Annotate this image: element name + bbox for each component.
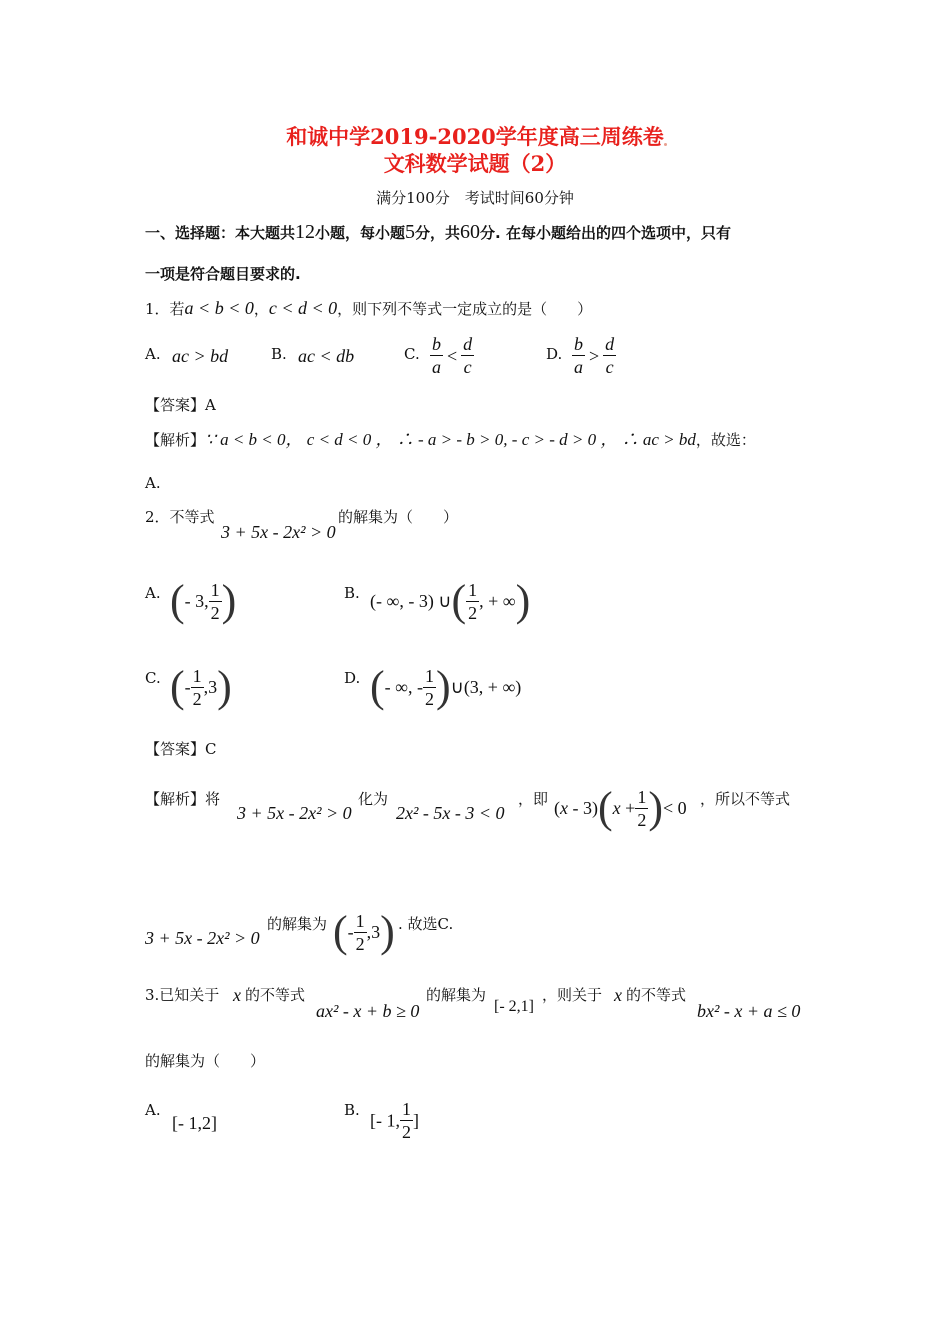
q3-option-a: [- 1,2] bbox=[172, 1113, 217, 1133]
q2-analysis-ineq: 3 + 5x - 2x² > 0 bbox=[237, 803, 352, 823]
points-total: 60 bbox=[460, 221, 481, 243]
exam-info: 满分100分 考试时间60分钟 bbox=[376, 189, 574, 207]
q2-analysis-end: . 故选C. bbox=[398, 915, 454, 933]
q1-analysis-math: ∵ a < b < 0， c < d < 0 ， ∴ - a > - b > 0, - c > - d > 0 ， ∴ ac > bd bbox=[205, 430, 696, 449]
q1-option-b-label: B. bbox=[271, 345, 287, 363]
q1-option-b: ac < db bbox=[298, 346, 355, 366]
q3-mid2: 的解集为 bbox=[426, 986, 487, 1004]
q2-option-b-label: B. bbox=[344, 584, 360, 602]
q1-option-d-label: D. bbox=[546, 345, 563, 363]
q2-option-b: (- ∞, - 3) ∪( $\frac{1}{2}$ , + ∞) bbox=[370, 576, 531, 625]
q2-analysis-ineq4: 3 + 5x - 2x² > 0 bbox=[145, 928, 260, 948]
q1-option-c: $\frac{b}{a}$ < $\frac{d}{c}$ bbox=[432, 334, 473, 377]
q3-inequality: ax² - x + b ≥ 0 bbox=[316, 1001, 420, 1021]
q3-x2: x bbox=[614, 985, 622, 1005]
section-text-d: 分. 在每小题给出的四个选项中，只有 bbox=[480, 224, 731, 242]
page-title-line2: 文科数学试题（2） bbox=[383, 151, 567, 176]
q2-answer: 【答案】C bbox=[145, 740, 217, 758]
q2-option-d: (- ∞, - $\frac{1}{2}$ )∪(3, + ∞) bbox=[370, 662, 522, 711]
points-each: 5 bbox=[405, 221, 416, 243]
q3-mid3: ，则关于 bbox=[542, 986, 603, 1004]
q1-option-a: ac > bd bbox=[172, 346, 229, 366]
q3-mid4: 的不等式 bbox=[626, 986, 687, 1004]
q3-line2: 的解集为（ ） bbox=[145, 1052, 266, 1070]
q2-prefix: 2．不等式 bbox=[145, 508, 215, 526]
question-count: 12 bbox=[295, 221, 316, 243]
q3-x: x bbox=[233, 985, 241, 1005]
q1-cond1: a < b < 0 bbox=[184, 298, 254, 318]
section-text-a: 一、选择题：本大题共 bbox=[145, 224, 296, 242]
q2-analysis-to: 化为 bbox=[358, 790, 389, 808]
q3-prefix: 3.已知关于 bbox=[145, 986, 220, 1004]
q3-option-b-label: B. bbox=[344, 1101, 360, 1119]
q1-suffix: ，则下列不等式一定成立的是（ ） bbox=[337, 300, 593, 318]
q3-option-b: [- 1, $\frac{1}{2}$ ] bbox=[370, 1099, 419, 1142]
q1-analysis-label: 【解析】 bbox=[145, 431, 206, 449]
q2-analysis-ji: ，即 bbox=[518, 790, 549, 808]
q2-inequality: 3 + 5x - 2x² > 0 bbox=[221, 522, 336, 542]
q2-option-d-label: D. bbox=[344, 669, 361, 687]
section-heading-line2: 一项是符合题目要求的. bbox=[145, 265, 301, 283]
section-heading bbox=[145, 222, 731, 242]
q2-analysis-so: ，所以不等式 bbox=[700, 790, 791, 808]
q1-answer: 【答案】A bbox=[145, 396, 216, 414]
q1-prefix: 1．若 bbox=[145, 300, 185, 318]
section-text-c: 分，共 bbox=[415, 224, 461, 242]
q3-inequality2: bx² - x + a ≤ 0 bbox=[697, 1001, 801, 1021]
q2-suffix: 的解集为（ ） bbox=[338, 508, 459, 526]
q2-analysis-sol: 的解集为 bbox=[267, 915, 328, 933]
q1-analysis-line2: A. bbox=[145, 474, 161, 492]
q1-option-a-label: A. bbox=[145, 345, 161, 363]
q2-analysis-label: 【解析】将 bbox=[145, 790, 221, 808]
q1-option-c-label: C. bbox=[404, 345, 420, 363]
q1-option-d: $\frac{b}{a}$ > $\frac{d}{c}$ bbox=[574, 334, 615, 377]
q2-option-a: (- 3, $\frac{1}{2}$ ) bbox=[170, 576, 237, 625]
q2-option-c-label: C. bbox=[145, 669, 161, 687]
q1-analysis-end: ，故选： bbox=[695, 431, 756, 449]
page-title-line1: 和诚中学2019-2020学年度高三周练卷 bbox=[286, 124, 664, 149]
q2-option-a-label: A. bbox=[145, 584, 161, 602]
q2-analysis-ineq3: 2x² - 5x - 3 < 0 bbox=[396, 803, 505, 823]
q2-analysis-interval: (- $\frac{1}{2}$ ,3) bbox=[333, 907, 395, 956]
q1-cond2: c < d < 0 bbox=[268, 298, 338, 318]
q2-option-c: (- $\frac{1}{2}$ ,3) bbox=[170, 662, 232, 711]
red-dot-mark bbox=[664, 143, 667, 146]
q3-set: [- 2,1] bbox=[494, 998, 534, 1015]
q1-sep: ， bbox=[253, 300, 269, 318]
section-text-b: 小题，每小题 bbox=[315, 224, 406, 242]
q1-analysis bbox=[145, 431, 756, 448]
question-1 bbox=[145, 299, 592, 317]
q3-option-a-label: A. bbox=[145, 1101, 161, 1119]
q2-analysis-factored: (x - 3)(x + $\frac{1}{2}$ )< 0 bbox=[554, 783, 687, 832]
q3-mid1: 的不等式 bbox=[245, 986, 306, 1004]
